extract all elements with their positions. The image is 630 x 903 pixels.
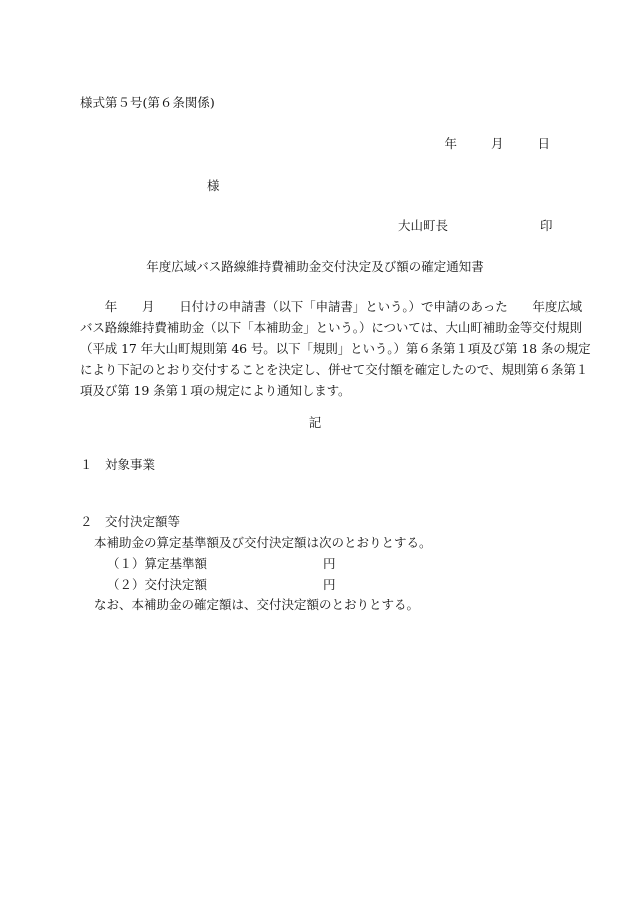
body-line: （平成 17 年大山町規則第 46 号。以下「規則」という。）第６条第１項及び第 18 条の規定 xyxy=(80,341,591,356)
body-paragraph xyxy=(80,296,591,401)
final-note: なお、本補助金の確定額は、交付決定額のとおりとする。 xyxy=(94,597,420,612)
decision-amount-unit: 円 xyxy=(323,577,336,592)
form-number: 様式第５号(第６条関係) xyxy=(80,95,215,110)
body-line: 項及び第 19 条第１項の規定により通知します。 xyxy=(80,383,351,398)
ki-heading: 記 xyxy=(308,415,322,430)
section2-heading: ２ 交付決定額等 xyxy=(80,514,181,529)
decision-amount-label: （２）交付決定額 xyxy=(107,577,208,592)
document-title: 年度広域バス路線維持費補助金交付決定及び額の確定通知書 xyxy=(146,259,484,274)
base-amount-unit: 円 xyxy=(323,556,336,571)
section1-heading: １ 対象事業 xyxy=(80,457,156,472)
addressee-suffix: 様 xyxy=(207,178,220,193)
date-day-label: 日 xyxy=(537,136,550,151)
section2-description: 本補助金の算定基準額及び交付決定額は次のとおりとする。 xyxy=(94,535,432,550)
body-line: バス路線維持費補助金（以下「本補助金」という。）については、大山町補助金等交付規則 xyxy=(80,320,582,335)
issuer-name: 大山町長 xyxy=(398,218,449,233)
seal-mark: 印 xyxy=(540,218,553,233)
body-line: により下記のとおり交付することを決定し、併せて交付額を確定したので、規則第６条第１ xyxy=(80,362,589,377)
body-line: 年 月 日付けの申請書（以下「申請書」という。）で申請のあった 年度広域 xyxy=(80,299,583,314)
date-line xyxy=(438,138,550,151)
base-amount-label: （１）算定基準額 xyxy=(107,556,208,571)
date-month-label: 月 xyxy=(490,136,504,151)
date-year-label: 年 xyxy=(444,136,457,151)
